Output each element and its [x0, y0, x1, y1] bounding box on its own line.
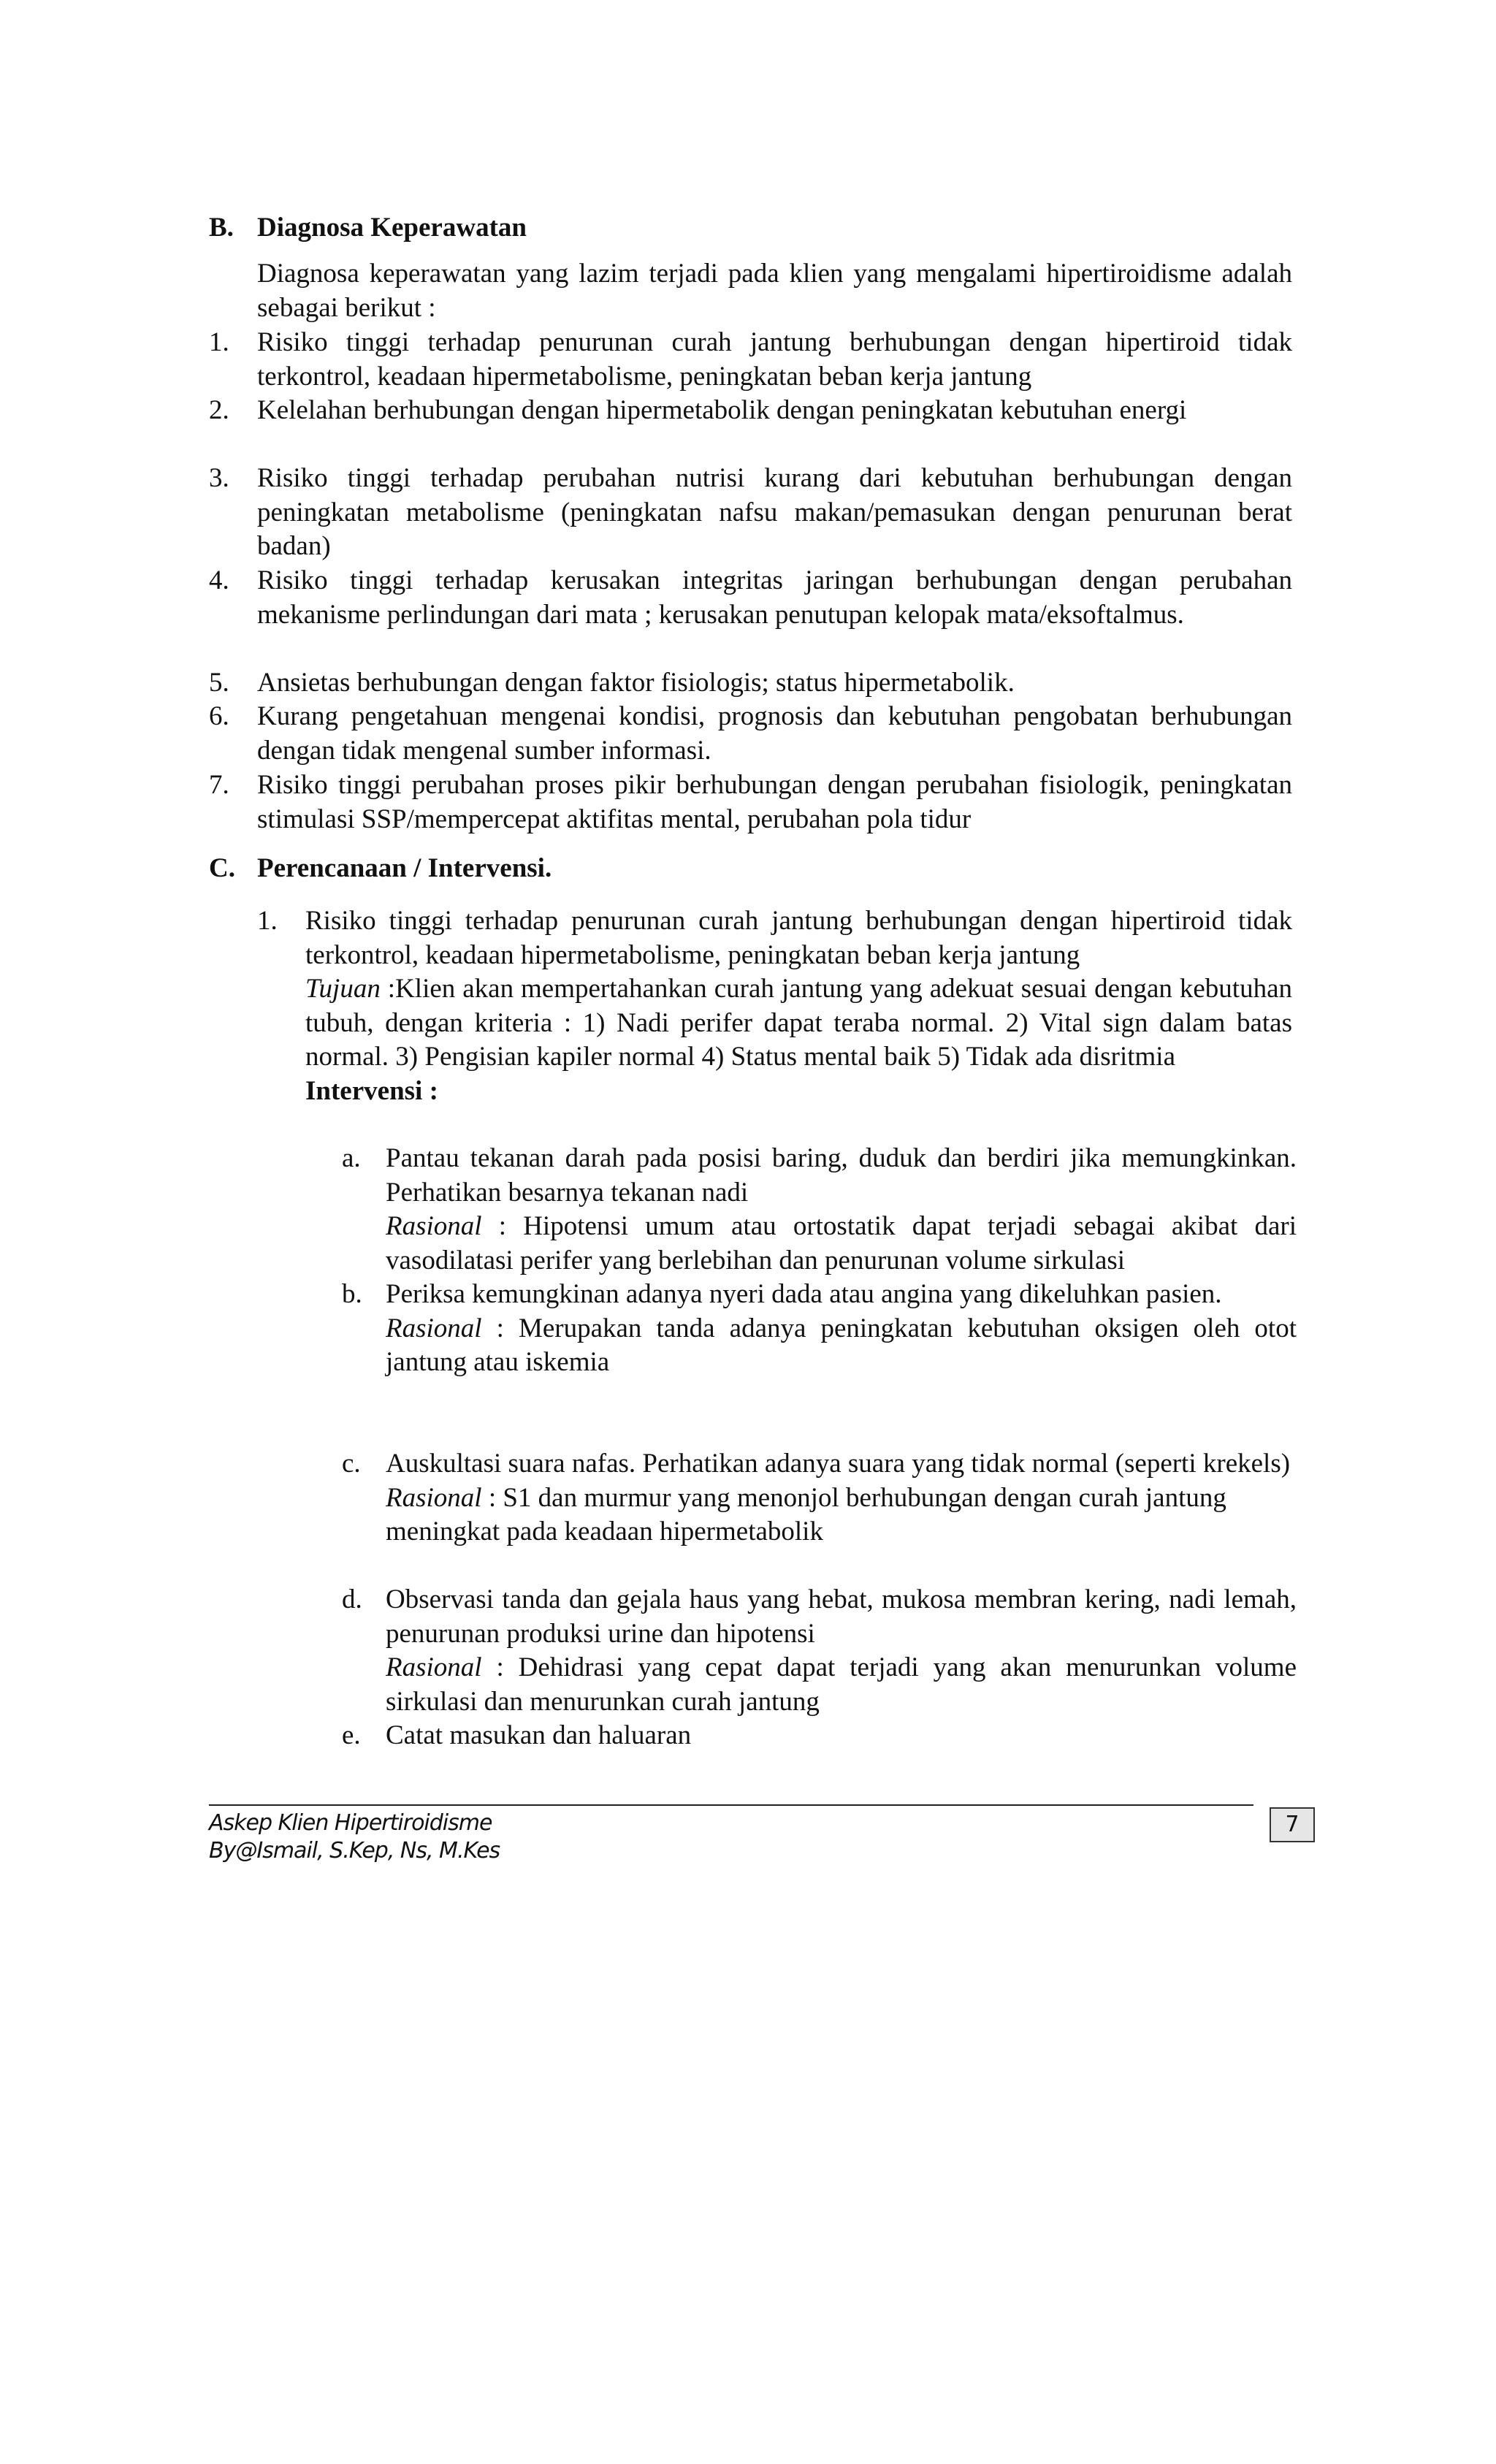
intervention-body [386, 1583, 1297, 1719]
rationale-label: Rasional [386, 1313, 482, 1343]
rationale-text: : S1 dan murmur yang menonjol berhubungan dengan curah jantung meningkat pada keadaan hipermetabolik [386, 1482, 1226, 1546]
intervention-body [386, 1278, 1297, 1380]
diagnosis-number: 3. [209, 463, 229, 493]
rationale-text: : Merupakan tanda adanya peningkatan kebutuhan oksigen oleh otot jantung atau iskemia [386, 1313, 1297, 1377]
diagnosis-text: Kurang pengetahuan mengenai kondisi, prognosis dan kebutuhan pengobatan berhubungan dengan tidak mengenal sumber informasi. [257, 701, 1292, 766]
diagnosis-number: 5. [209, 668, 229, 698]
goal-text: :Klien akan mempertahankan curah jantung yang adekuat sesuai dengan kebutuhan tubuh, dengan kriteria : 1) Nadi perifer dapat teraba normal. 2) Vital sign dalam batas normal. 3) Pengisian kapiler normal 4) Status mental baik 5) Tidak ada disritmia [305, 974, 1292, 1072]
rationale [386, 1312, 1297, 1380]
rationale [386, 1210, 1297, 1278]
rationale-label: Rasional [386, 1211, 482, 1241]
diagnosis-text: Risiko tinggi terhadap perubahan nutrisi kurang dari kebutuhan berhubungan dengan peningkatan metabolisme (peningkatan nafsu makan/pemasukan dengan penurunan berat badan) [257, 463, 1292, 561]
intervention-letter: a. [342, 1143, 361, 1173]
rationale-label: Rasional [386, 1652, 482, 1682]
footer-author: By@Ismail, S.Kep, Ns, M.Kes [209, 1838, 500, 1864]
section-c-heading [209, 851, 552, 885]
footer-divider [209, 1804, 1253, 1806]
intervention-body [386, 1447, 1297, 1549]
intervention-label: Intervensi : [305, 1075, 438, 1106]
intervention-text: Periksa kemungkinan adanya nyeri dada atau angina yang dikeluhkan pasien. [386, 1279, 1222, 1309]
intervention-body [386, 1142, 1297, 1278]
intervention-text: Observasi tanda dan gejala haus yang hebat, mukosa membran kering, nadi lemah, penurunan produksi urine dan hipotensi [386, 1584, 1297, 1649]
rationale-text: : Dehidrasi yang cepat dapat terjadi yang akan menurunkan volume sirkulasi dan menurunkan curah jantung [386, 1652, 1297, 1717]
diagnosis-number: 1. [209, 327, 229, 357]
plan-number: 1. [257, 906, 278, 936]
section-c-title: Perencanaan / Intervensi. [257, 853, 552, 883]
diagnosis-number: 2. [209, 395, 229, 425]
section-b-title: Diagnosa Keperawatan [257, 213, 527, 243]
diagnosis-text: Ansietas berhubungan dengan faktor fisiologis; status hipermetabolik. [257, 668, 1015, 698]
section-b-heading [209, 210, 527, 245]
goal-label: Tujuan [305, 974, 381, 1004]
diagnosis-number: 6. [209, 701, 229, 731]
rationale-label: Rasional [386, 1482, 482, 1513]
plan-diagnosis: Risiko tinggi terhadap penurunan curah jantung berhubungan dengan hipertiroid tidak terkontrol, keadaan hipermetabolisme, peningkatan beban kerja jantung [305, 906, 1292, 970]
rationale [386, 1651, 1297, 1719]
intervention-body [386, 1719, 1297, 1753]
section-c-letter: C. [209, 853, 235, 883]
intervention-letter: e. [342, 1720, 361, 1750]
rationale [386, 1481, 1297, 1549]
diagnosis-text: Risiko tinggi terhadap kerusakan integritas jaringan berhubungan dengan perubahan mekanisme perlindungan dari mata ; kerusakan penutupan kelopak mata/eksoftalmus. [257, 565, 1292, 630]
intervention-text: Catat masukan dan haluaran [386, 1720, 692, 1750]
page-number-box: 7 [1270, 1807, 1315, 1842]
intervention-text: Auskultasi suara nafas. Perhatikan adanya suara yang tidak normal (seperti krekels) [386, 1449, 1291, 1479]
diagnosis-text: Risiko tinggi terhadap penurunan curah jantung berhubungan dengan hipertiroid tidak terkontrol, keadaan hipermetabolisme, peningkatan beban kerja jantung [257, 327, 1292, 392]
intervention-letter: d. [342, 1584, 362, 1614]
diagnosis-number: 7. [209, 770, 229, 800]
rationale-text: : Hipotensi umum atau ortostatik dapat terjadi sebagai akibat dari vasodilatasi perifer yang berlebihan dan penurunan volume sirkulasi [386, 1211, 1297, 1275]
diagnosis-number: 4. [209, 565, 229, 595]
intervention-letter: b. [342, 1279, 362, 1309]
section-b-intro: Diagnosa keperawatan yang lazim terjadi pada klien yang mengalami hipertiroidisme adalah sebagai berikut : [257, 259, 1292, 323]
section-b-letter: B. [209, 213, 234, 243]
footer-title: Askep Klien Hipertiroidisme [209, 1810, 492, 1836]
intervention-text: Pantau tekanan darah pada posisi baring, duduk dan berdiri jika memungkinkan. Perhatikan besarnya tekanan nadi [386, 1143, 1297, 1208]
plan-text [305, 904, 1292, 1108]
diagnosis-text: Kelelahan berhubungan dengan hipermetabolik dengan peningkatan kebutuhan energi [257, 395, 1187, 425]
intervention-letter: c. [342, 1449, 361, 1479]
diagnosis-text: Risiko tinggi perubahan proses pikir berhubungan dengan perubahan fisiologik, peningkatan stimulasi SSP/mempercepat aktifitas mental, perubahan pola tidur [257, 770, 1292, 834]
plan-goal [305, 972, 1292, 1075]
